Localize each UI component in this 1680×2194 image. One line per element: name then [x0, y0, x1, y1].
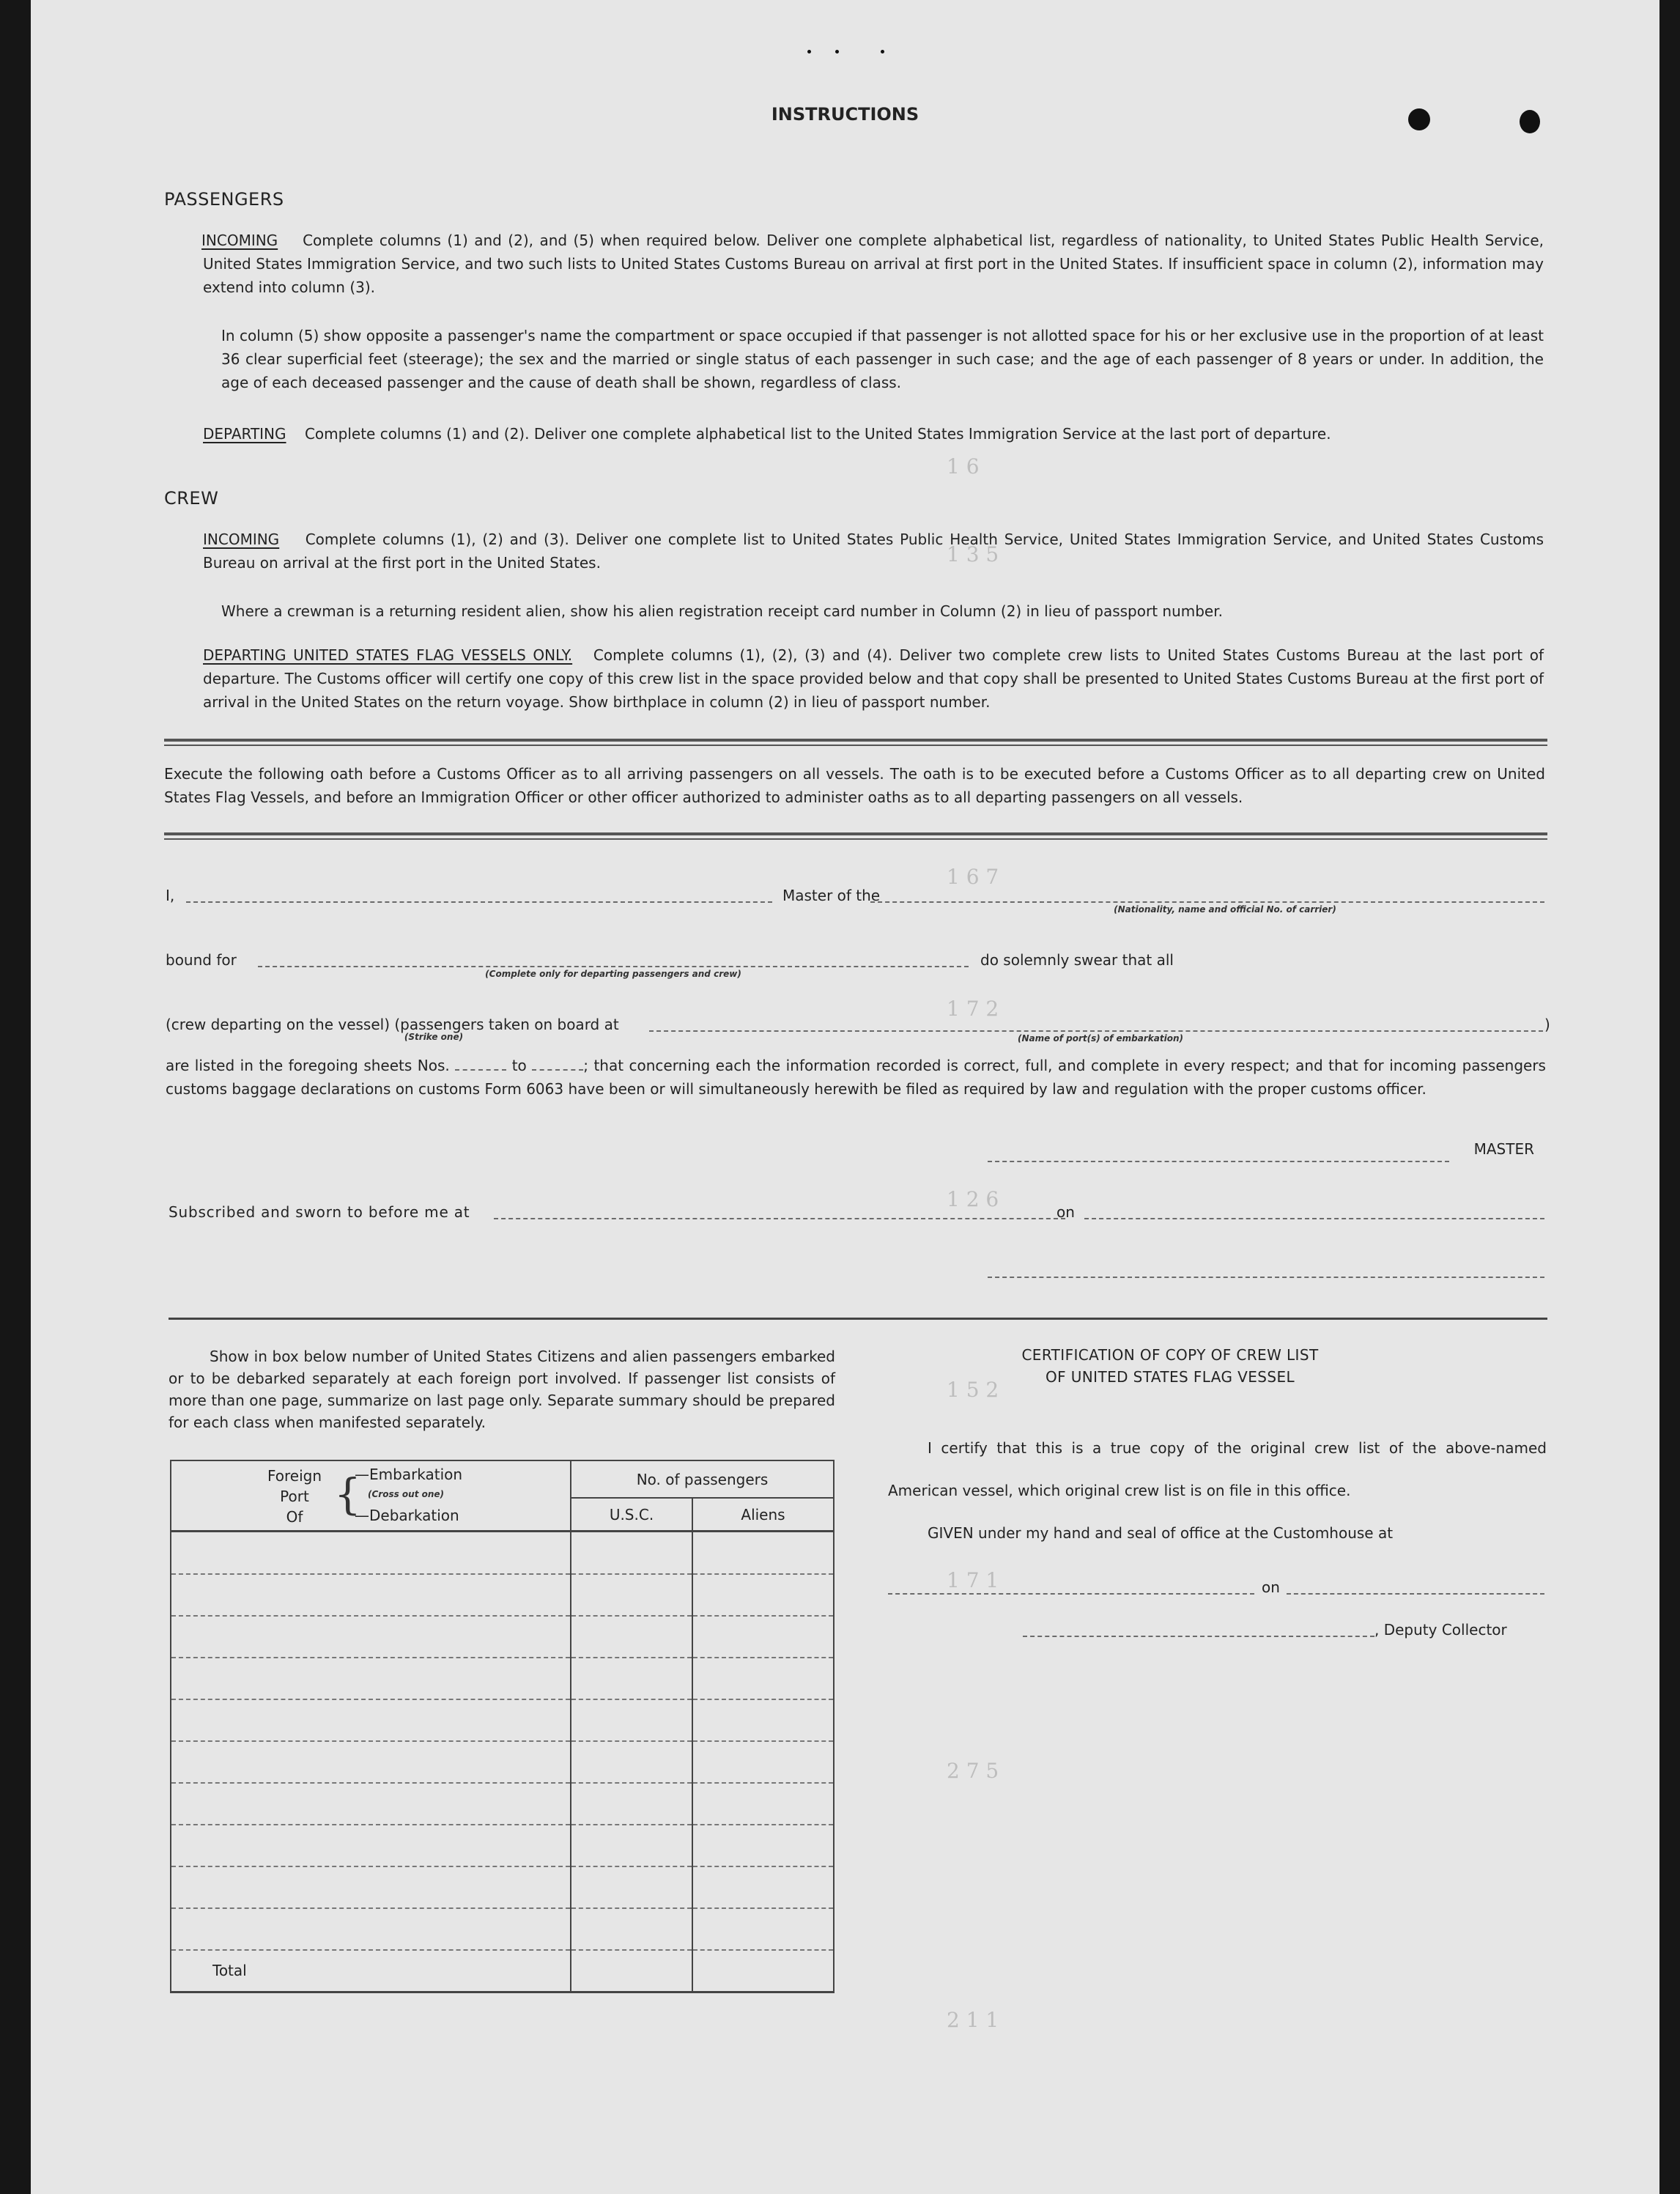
debarkation-label: —Debarkation — [355, 1507, 459, 1524]
passengers-departing-text: Complete columns (1) and (2). Deliver one complete alphabetical list to the United States Immigration Service at the last port of departure. — [304, 425, 1331, 443]
aliens-cell[interactable] — [692, 1574, 834, 1616]
certification-title-line1: CERTIFICATION OF COPY OF CREW LIST — [1021, 1346, 1319, 1364]
bound-for-label: bound for — [166, 951, 237, 969]
port-cell[interactable] — [171, 1825, 571, 1866]
passengers-incoming-text: Complete columns (1) and (2), and (5) when required below. Deliver one complete alphabetical list, regardless of nationality, to United States Public Health Service, United States Immigration Service, and two such lists to United States Customs Bureau on arrival at first port in the United States. If insufficient space in column (2), information may extend into column (3). — [203, 232, 1544, 296]
sheet-to-field[interactable] — [532, 1069, 583, 1071]
aliens-cell[interactable] — [692, 1532, 834, 1574]
certify-line2: American vessel, which original crew list is on file in this office. — [888, 1482, 1351, 1499]
page-title: INSTRUCTIONS — [771, 104, 919, 125]
cross-out-note: (Cross out one) — [368, 1489, 445, 1499]
port-cell[interactable] — [171, 1658, 571, 1699]
certification-title-line2: OF UNITED STATES FLAG VESSEL — [1045, 1368, 1295, 1386]
certification-title — [881, 1344, 1459, 1388]
bound-for-field[interactable] — [258, 966, 969, 967]
bound-note: (Complete only for departing passengers and crew) — [485, 969, 741, 979]
crew-incoming-text: Complete columns (1), (2) and (3). Deliver one complete list to United States Public Health Service, United States Immigration Service, and United States Customs Bureau on arrival at the first port in the United States. — [203, 531, 1544, 572]
subscribed-place-field[interactable] — [494, 1218, 1065, 1219]
crew-departing-label: DEPARTING UNITED STATES FLAG VESSELS ONLY. — [203, 646, 573, 664]
listed-pre: are listed in the foregoing sheets Nos. — [166, 1057, 450, 1074]
crew-departing-text: Complete columns (1), (2), (3) and (4). Deliver two complete crew lists to United States Customs Bureau at the last port of departure. The Customs officer will certify one copy of this crew list in the space provided below and that copy shall be presented to United States Customs Bureau at the first port of arrival in the United States on the return voyage. Show birthplace in column (2) in lieu of passport number. — [203, 646, 1544, 711]
speck — [835, 50, 839, 53]
usc-cell[interactable] — [571, 1908, 692, 1950]
section-rule — [164, 832, 1547, 840]
port-cell[interactable] — [171, 1574, 571, 1616]
bleed-through: 2 7 5 — [947, 1759, 999, 1783]
bleed-through: 1 6 — [947, 454, 980, 479]
embarkation-label: —Embarkation — [355, 1466, 463, 1483]
port-cell[interactable] — [171, 1741, 571, 1783]
aliens-cell[interactable] — [692, 1699, 834, 1741]
usc-cell[interactable] — [571, 1783, 692, 1825]
certify-line1: I certify that this is a true copy of the original crew list of the above-named — [928, 1439, 1547, 1457]
deputy-collector-label: , Deputy Collector — [1374, 1621, 1507, 1639]
carrier-note: (Nationality, name and official No. of carrier) — [1114, 904, 1336, 915]
aliens-cell[interactable] — [692, 1825, 834, 1866]
port-cell[interactable] — [171, 1532, 571, 1574]
officer-signature-field[interactable] — [988, 1277, 1544, 1278]
speck — [807, 50, 811, 53]
crew-departing-paragraph — [203, 643, 1544, 714]
aliens-cell[interactable] — [692, 1616, 834, 1658]
sheet-from-field[interactable] — [455, 1069, 506, 1071]
master-label: MASTER — [1473, 1140, 1534, 1158]
master-name-field[interactable] — [186, 901, 772, 903]
bleed-through: 1 5 2 — [947, 1378, 999, 1402]
document-sheet — [31, 0, 1659, 2194]
usc-cell[interactable] — [571, 1616, 692, 1658]
usc-cell[interactable] — [571, 1699, 692, 1741]
of-label: Of — [286, 1508, 303, 1526]
foreign-label: Foreign — [267, 1467, 322, 1485]
customhouse-field[interactable] — [888, 1593, 1254, 1595]
summary-instruction: Show in box below number of United States Citizens and alien passengers embarked or to be debarked separately at each foreign port involved. If passenger list consists of more than one page, summarize on last page only. Separate summary should be prepared for each class when manifested separately. — [169, 1348, 835, 1431]
bleed-through: 1 6 7 — [947, 865, 999, 889]
carrier-field[interactable] — [870, 901, 1544, 903]
aliens-total-cell[interactable] — [692, 1950, 834, 1992]
port-cell[interactable] — [171, 1699, 571, 1741]
crew-incoming-label: INCOMING — [203, 531, 280, 548]
bleed-through: 1 7 1 — [947, 1568, 999, 1592]
usc-total-cell[interactable] — [571, 1950, 692, 1992]
section-rule — [169, 1318, 1547, 1320]
aliens-cell[interactable] — [692, 1783, 834, 1825]
master-of-label: Master of the — [782, 887, 881, 904]
port-cell[interactable] — [171, 1616, 571, 1658]
column5-paragraph: In column (5) show opposite a passenger's name the compartment or space occupied if that passenger is not allotted space for his or her exclusive use in the proportion of at least 36 clear superficial feet (steerage); the sex and the married or single status of each passenger in such case; and the age of each passenger of 8 years or under. In addition, the age of each deceased passenger and the cause of death shall be shown, regardless of class. — [221, 327, 1544, 391]
embarkation-port-field[interactable] — [649, 1030, 1543, 1032]
subscribed-on-label: on — [1057, 1203, 1075, 1221]
listed-to: to — [511, 1057, 527, 1074]
aliens-cell[interactable] — [692, 1658, 834, 1699]
certification-date-field[interactable] — [1287, 1593, 1544, 1595]
passengers-incoming-paragraph — [203, 229, 1544, 299]
crew-departing-label: (crew departing on the vessel) (passengers taken on board at — [166, 1016, 619, 1033]
usc-cell[interactable] — [571, 1866, 692, 1908]
usc-header: U.S.C. — [571, 1498, 692, 1531]
subscribed-date-field[interactable] — [1084, 1218, 1544, 1219]
bleed-through: 1 7 2 — [947, 997, 999, 1021]
strike-note: (Strike one) — [404, 1032, 464, 1042]
swear-label: do solemnly swear that all — [980, 951, 1174, 969]
crew-heading: CREW — [164, 488, 219, 509]
port-cell[interactable] — [171, 1783, 571, 1825]
aliens-cell[interactable] — [692, 1866, 834, 1908]
usc-cell[interactable] — [571, 1532, 692, 1574]
passenger-summary-table — [170, 1460, 835, 1993]
listed-sheets-line — [166, 1054, 1546, 1101]
aliens-header: Aliens — [692, 1498, 834, 1531]
crew-incoming-paragraph — [203, 528, 1544, 575]
section-rule — [164, 739, 1547, 746]
aliens-cell[interactable] — [692, 1908, 834, 1950]
oath-i-label: I, — [166, 887, 175, 904]
port-header-cell — [171, 1460, 571, 1532]
listed-text: ; that concerning each the information recorded is correct, full, and complete in every respect; and that for incoming passengers customs baggage declarations on customs Form 6063 have been or will simultaneously herewith be filed as required by law and regulation with the proper customs officer. — [166, 1057, 1546, 1098]
no-of-passengers-header: No. of passengers — [571, 1460, 834, 1498]
port-cell[interactable] — [171, 1908, 571, 1950]
certification-on-label: on — [1262, 1578, 1280, 1596]
usc-cell[interactable] — [571, 1574, 692, 1616]
master-signature-field[interactable] — [988, 1161, 1449, 1162]
usc-cell[interactable] — [571, 1825, 692, 1866]
port-label: Port — [280, 1488, 309, 1505]
total-label: Total — [212, 1962, 247, 1980]
bleed-through: 2 1 1 — [947, 2008, 999, 2032]
oath-instruction: Execute the following oath before a Customs Officer as to all arriving passengers on all vessels. The oath is to be executed before a Customs Officer as to all departing crew on United States Flag Vessels, and before an Immigration Officer or other officer authorized to administer oaths as to all departing passengers on all vessels. — [164, 765, 1545, 806]
aliens-cell[interactable] — [692, 1741, 834, 1783]
speck — [881, 50, 884, 53]
subscribed-label: Subscribed and sworn to before me at — [169, 1203, 470, 1221]
brace: { — [334, 1469, 361, 1519]
passengers-departing-label: DEPARTING — [203, 425, 286, 443]
bleed-through: 1 3 5 — [947, 542, 999, 566]
bleed-through: 1 2 6 — [947, 1187, 999, 1211]
passengers-departing-paragraph — [203, 422, 1544, 446]
close-paren: ) — [1544, 1016, 1550, 1033]
deputy-collector-signature-field[interactable] — [1023, 1636, 1374, 1637]
resident-alien-paragraph: Where a crewman is a returning resident alien, show his alien registration receipt card number in Column (2) in lieu of passport number. — [221, 602, 1223, 620]
passengers-incoming-label: INCOMING — [201, 232, 278, 249]
ports-note: (Name of port(s) of embarkation) — [1018, 1033, 1183, 1044]
port-cell[interactable] — [171, 1866, 571, 1908]
given-text: GIVEN under my hand and seal of office at the Customhouse at — [928, 1524, 1394, 1542]
usc-cell[interactable] — [571, 1741, 692, 1783]
total-cell — [171, 1950, 571, 1992]
usc-cell[interactable] — [571, 1658, 692, 1699]
passengers-heading: PASSENGERS — [164, 189, 284, 210]
